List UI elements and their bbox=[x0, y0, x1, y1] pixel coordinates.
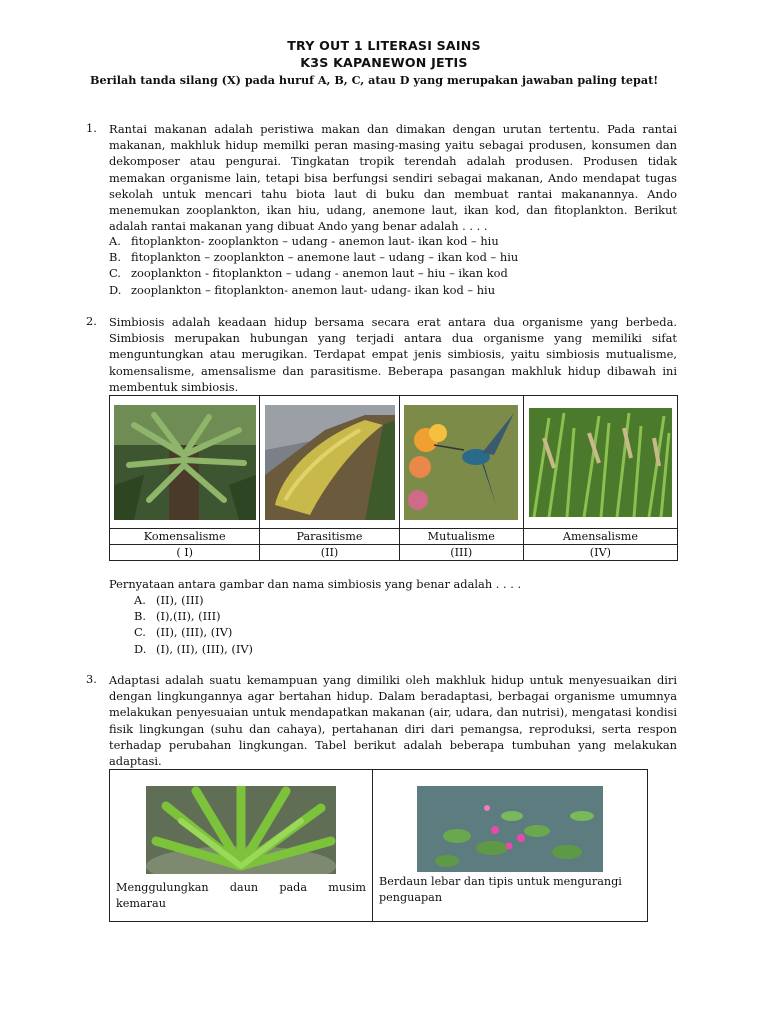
symbiosis-image-cell-1 bbox=[110, 396, 260, 529]
symbiosis-image-cell-4 bbox=[523, 396, 677, 529]
symbiosis-numeral-1: ( I) bbox=[110, 545, 260, 561]
question-2-prompt: Pernyataan antara gambar dan nama simbiosis yang benar adalah . . . . bbox=[109, 577, 522, 591]
adaptation-cell-fern bbox=[110, 770, 373, 922]
option-text: (I), (II), (III), (IV) bbox=[156, 641, 253, 656]
document-subtitle: K3S KAPANEWON JETIS bbox=[300, 55, 468, 70]
dodder-on-hedge-image bbox=[265, 405, 395, 520]
option-c[interactable] bbox=[134, 624, 253, 640]
lily-adaptation-caption: Berdaun lebar dan tipis untuk mengurangi penguapan bbox=[379, 875, 622, 904]
document-title: TRY OUT 1 LITERASI SAINS bbox=[287, 38, 481, 53]
fern-adaptation-caption: Menggulungkan daun pada musim kemarau bbox=[116, 881, 366, 910]
option-letter: B. bbox=[134, 609, 146, 624]
symbiosis-numeral-4: (IV) bbox=[523, 545, 677, 561]
staghorn-fern-on-tree-image bbox=[114, 405, 256, 520]
symbiosis-image-cell-2 bbox=[260, 396, 399, 529]
symbiosis-image-cell-3 bbox=[399, 396, 523, 529]
adaptation-table bbox=[109, 769, 648, 922]
option-text: zooplankton - fitoplankton – udang - anemon laut – hiu – ikan kod bbox=[131, 266, 508, 281]
hummingbird-and-flower-image bbox=[404, 405, 518, 520]
option-text: zooplankton – fitoplankton- anemon laut- udang- ikan kod – hiu bbox=[131, 282, 496, 297]
option-text: fitoplankton- zooplankton – udang - anemon laut- ikan kod – hiu bbox=[131, 234, 499, 248]
option-letter: D. bbox=[109, 282, 122, 297]
option-letter: D. bbox=[134, 641, 147, 656]
symbiosis-numeral-3: (III) bbox=[399, 545, 523, 561]
question-1-number: 1. bbox=[86, 121, 97, 135]
option-text: (II), (III), (IV) bbox=[156, 625, 233, 640]
option-text: (I),(II), (III) bbox=[156, 609, 221, 624]
option-text: (II), (III) bbox=[156, 593, 204, 607]
question-3-number: 3. bbox=[86, 672, 97, 686]
question-3-text: Adaptasi adalah suatu kemampuan yang dimiliki oleh makhluk hidup untuk menyesuaikan diri dengan lingkungannya agar bertahan hidup. Dalam beradaptasi, berbagai organisme umumnya melakukan penyesuaian untuk mendapatkan makanan (air, udara, dan nutrisi), mengatasi kondisi fisik lingkungan (suhu dan cahaya), pertahanan diri dari pemangsa, reproduksi, serta respon terhadap perubahan lingkungan. Tabel berikut adalah beberapa tumbuhan yang melakukan adaptasi. bbox=[109, 673, 677, 769]
option-letter: C. bbox=[134, 625, 146, 640]
option-text: fitoplankton – zooplankton – anemone laut – udang – ikan kod – hiu bbox=[131, 250, 519, 265]
option-a[interactable] bbox=[134, 592, 253, 608]
symbiosis-caption-1: Komensalisme bbox=[110, 529, 260, 545]
question-1-options bbox=[109, 233, 518, 298]
option-letter: B. bbox=[109, 250, 121, 265]
option-letter: C. bbox=[109, 266, 121, 281]
instruction-text: Berilah tanda silang (X) pada huruf A, B, C, atau D yang merupakan jawaban paling tepat! bbox=[90, 73, 659, 87]
option-a[interactable] bbox=[109, 233, 518, 249]
symbiosis-caption-4: Amensalisme bbox=[523, 529, 677, 545]
option-d[interactable] bbox=[134, 641, 253, 657]
option-c[interactable] bbox=[109, 265, 518, 281]
option-letter: A. bbox=[134, 593, 146, 607]
option-letter: A. bbox=[109, 234, 121, 248]
symbiosis-caption-2: Parasitisme bbox=[260, 529, 399, 545]
adaptation-cell-lotus bbox=[373, 770, 648, 922]
question-2-options bbox=[134, 592, 253, 657]
question-2-number: 2. bbox=[86, 314, 97, 328]
fern-image bbox=[146, 786, 336, 874]
rice-and-weeds-image bbox=[529, 408, 672, 517]
option-b[interactable] bbox=[134, 608, 253, 624]
symbiosis-table bbox=[109, 395, 678, 561]
question-2-text: Simbiosis adalah keadaan hidup bersama secara erat antara dua organisme yang berbeda. Simbiosis merupakan hubungan yang terjadi antara dua organisme yang memiliki sifat menguntungkan atau merugikan. Terdapat empat jenis simbiosis, yaitu simbiosis mutualisme, komensalisme, amensalisme dan parasitisme. Beberapa pasangan makhluk hidup dibawah ini membentuk simbiosis. bbox=[109, 315, 677, 394]
symbiosis-numeral-2: (II) bbox=[260, 545, 399, 561]
symbiosis-caption-3: Mutualisme bbox=[399, 529, 523, 545]
water-lily-image bbox=[417, 786, 603, 872]
option-d[interactable] bbox=[109, 282, 518, 298]
option-b[interactable] bbox=[109, 249, 518, 265]
question-1-text: Rantai makanan adalah peristiwa makan dan dimakan dengan urutan tertentu. Pada rantai makanan, makhluk hidup memilki peran masing-masing yaitu sebagai produsen, konsumen dan dekomposer atau pengurai. Tingkatan tropik terendah adalah produsen. Produsen tidak memakan organisme lain, tetapi bisa berfungsi sendiri sebagai makanan, Ando mendapat tugas sekolah untuk mencari tahu biota laut di buku dan membuat rantai makanannya. Ando menemukan zooplankton, ikan hiu, udang, anemone laut, ikan kod, dan fitoplankton. Berikut adalah rantai makanan yang dibuat Ando yang benar adalah . . . . bbox=[109, 122, 677, 234]
